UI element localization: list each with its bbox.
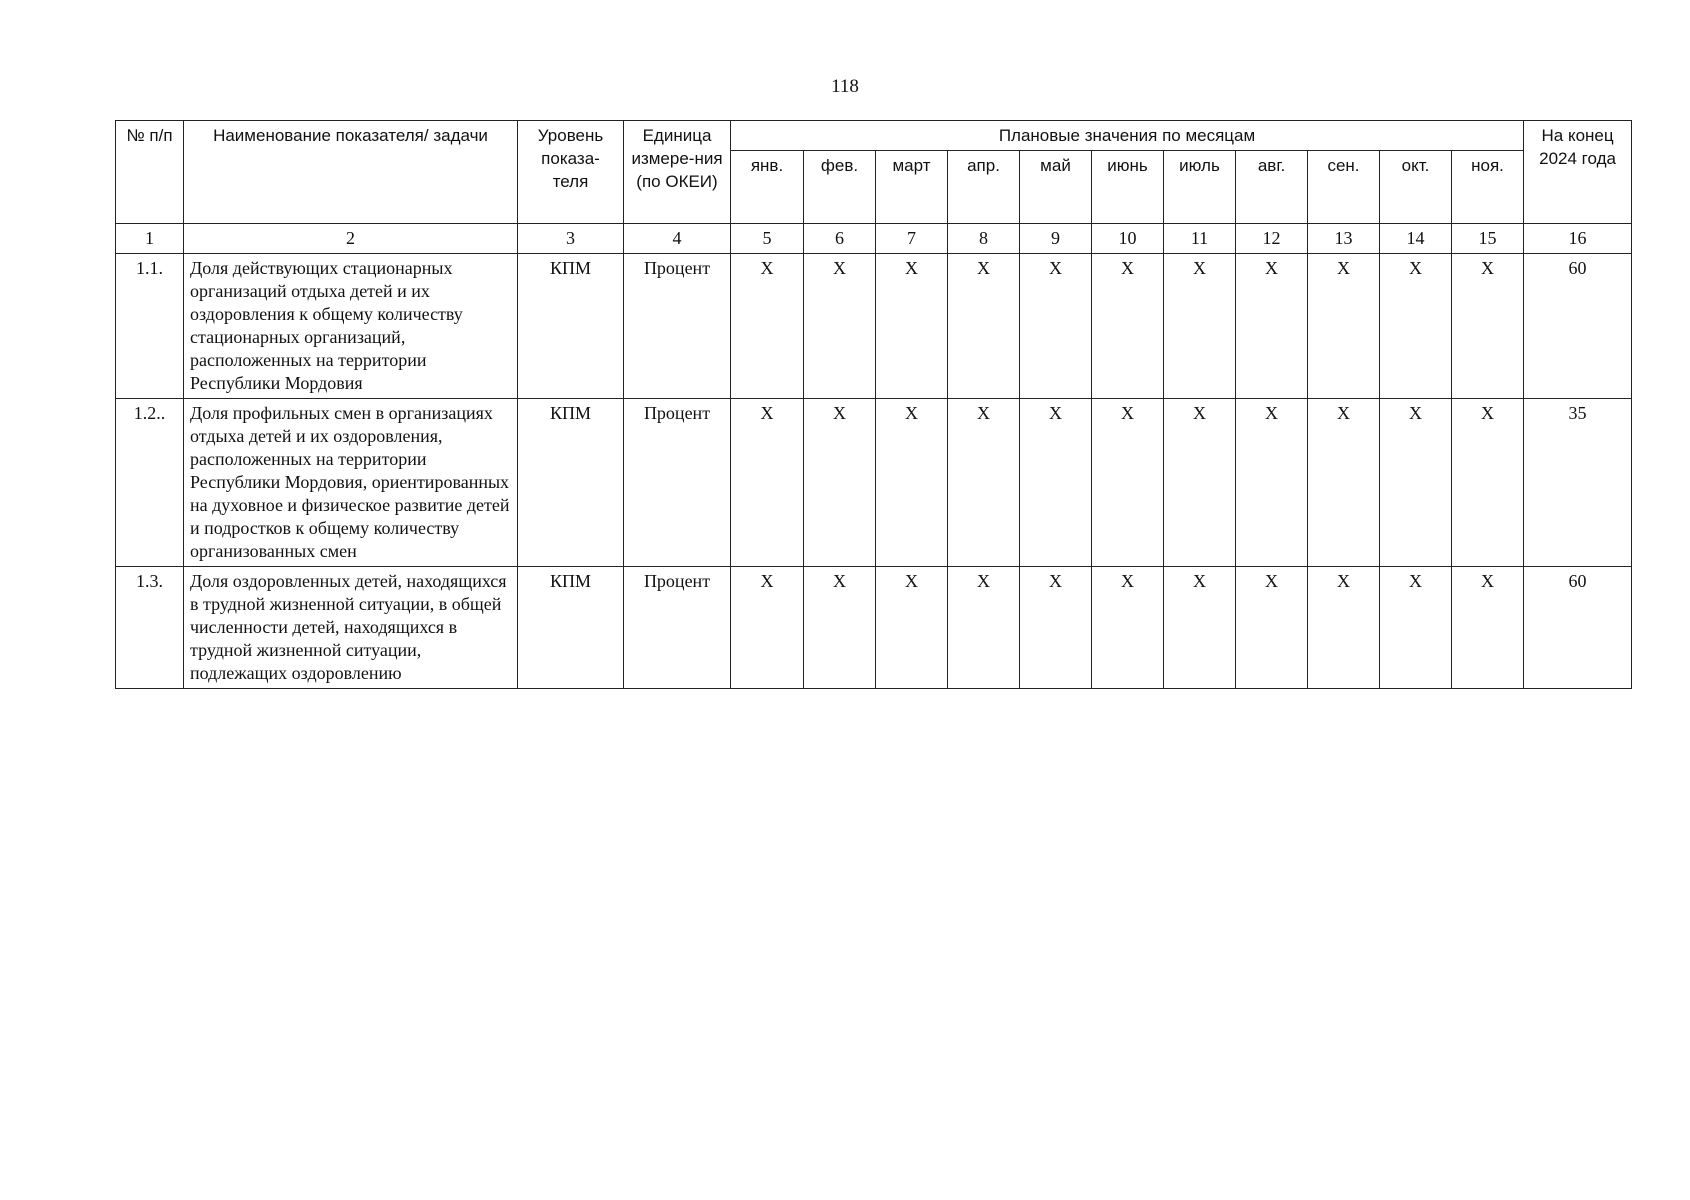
header-name: Наименование показателя/ задачи [184, 121, 518, 224]
indicator-name: Доля оздоровленных детей, находящихся в трудной жизненной ситуации, в общей численности детей, находящихся в трудной жизненной ситуации, подлежащих оздоровлению [184, 567, 518, 689]
header-month: июнь [1092, 151, 1164, 224]
header-month: авг. [1236, 151, 1308, 224]
row-number: 1.2.. [116, 399, 184, 567]
month-value: Х [1092, 399, 1164, 567]
month-value: Х [1236, 254, 1308, 399]
month-value: Х [1308, 399, 1380, 567]
month-value: Х [1380, 399, 1452, 567]
row-number: 1.1. [116, 254, 184, 399]
header-level: Уровень показа-теля [518, 121, 624, 224]
month-value: Х [1164, 254, 1236, 399]
column-number: 10 [1092, 224, 1164, 254]
column-number: 7 [876, 224, 948, 254]
end-of-year-value: 35 [1524, 399, 1632, 567]
header-month: янв. [731, 151, 804, 224]
header-month: ноя. [1452, 151, 1524, 224]
month-value: Х [731, 399, 804, 567]
page-number: 118 [831, 76, 859, 97]
column-number: 11 [1164, 224, 1236, 254]
table-header [116, 121, 1632, 224]
indicator-level: КПМ [518, 567, 624, 689]
column-number: 1 [116, 224, 184, 254]
column-number: 3 [518, 224, 624, 254]
column-number: 6 [804, 224, 876, 254]
header-month: май [1020, 151, 1092, 224]
column-number: 4 [624, 224, 731, 254]
column-number: 14 [1380, 224, 1452, 254]
month-value: Х [1452, 254, 1524, 399]
column-number: 13 [1308, 224, 1380, 254]
indicator-unit: Процент [624, 567, 731, 689]
indicator-name: Доля профильных смен в организациях отдыха детей и их оздоровления, расположенных на территории Республики Мордовия, ориентированных на духовное и физическое развитие детей и подростков к общему количеству организованных смен [184, 399, 518, 567]
indicator-unit: Процент [624, 254, 731, 399]
month-value: Х [1020, 567, 1092, 689]
header-month: апр. [948, 151, 1020, 224]
month-value: Х [1020, 399, 1092, 567]
end-of-year-value: 60 [1524, 254, 1632, 399]
month-value: Х [876, 567, 948, 689]
month-value: Х [731, 254, 804, 399]
month-value: Х [876, 399, 948, 567]
indicator-level: КПМ [518, 399, 624, 567]
header-month: сен. [1308, 151, 1380, 224]
header-unit: Единица измере-ния (по ОКЕИ) [624, 121, 731, 224]
month-value: Х [731, 567, 804, 689]
column-number: 5 [731, 224, 804, 254]
month-value: Х [948, 567, 1020, 689]
table-row [116, 399, 1632, 567]
month-value: Х [804, 567, 876, 689]
header-month: фев. [804, 151, 876, 224]
indicator-unit: Процент [624, 399, 731, 567]
month-value: Х [1092, 567, 1164, 689]
column-number: 9 [1020, 224, 1092, 254]
column-number: 12 [1236, 224, 1308, 254]
column-number: 2 [184, 224, 518, 254]
month-value: Х [1236, 567, 1308, 689]
header-number: № п/п [116, 121, 184, 224]
header-end-of-year: На конец 2024 года [1524, 121, 1632, 224]
month-value: Х [1452, 399, 1524, 567]
month-value: Х [948, 254, 1020, 399]
column-number: 15 [1452, 224, 1524, 254]
column-number-row [116, 224, 1632, 254]
header-month: окт. [1380, 151, 1452, 224]
indicator-name: Доля действующих стационарных организаций отдыха детей и их оздоровления к общему количеству стационарных организаций, расположенных на территории Республики Мордовия [184, 254, 518, 399]
month-value: Х [948, 399, 1020, 567]
header-month: июль [1164, 151, 1236, 224]
table-row [116, 567, 1632, 689]
month-value: Х [1092, 254, 1164, 399]
column-number: 16 [1524, 224, 1632, 254]
month-value: Х [1380, 567, 1452, 689]
row-number: 1.3. [116, 567, 184, 689]
indicator-level: КПМ [518, 254, 624, 399]
plan-table [115, 120, 1632, 689]
month-value: Х [1308, 567, 1380, 689]
month-value: Х [804, 399, 876, 567]
month-value: Х [876, 254, 948, 399]
table-row [116, 254, 1632, 399]
month-value: Х [1452, 567, 1524, 689]
header-plan-group: Плановые значения по месяцам [731, 121, 1524, 151]
month-value: Х [1164, 567, 1236, 689]
column-number: 8 [948, 224, 1020, 254]
header-month: март [876, 151, 948, 224]
month-value: Х [804, 254, 876, 399]
month-value: Х [1308, 254, 1380, 399]
end-of-year-value: 60 [1524, 567, 1632, 689]
month-value: Х [1380, 254, 1452, 399]
month-value: Х [1236, 399, 1308, 567]
month-value: Х [1164, 399, 1236, 567]
month-value: Х [1020, 254, 1092, 399]
